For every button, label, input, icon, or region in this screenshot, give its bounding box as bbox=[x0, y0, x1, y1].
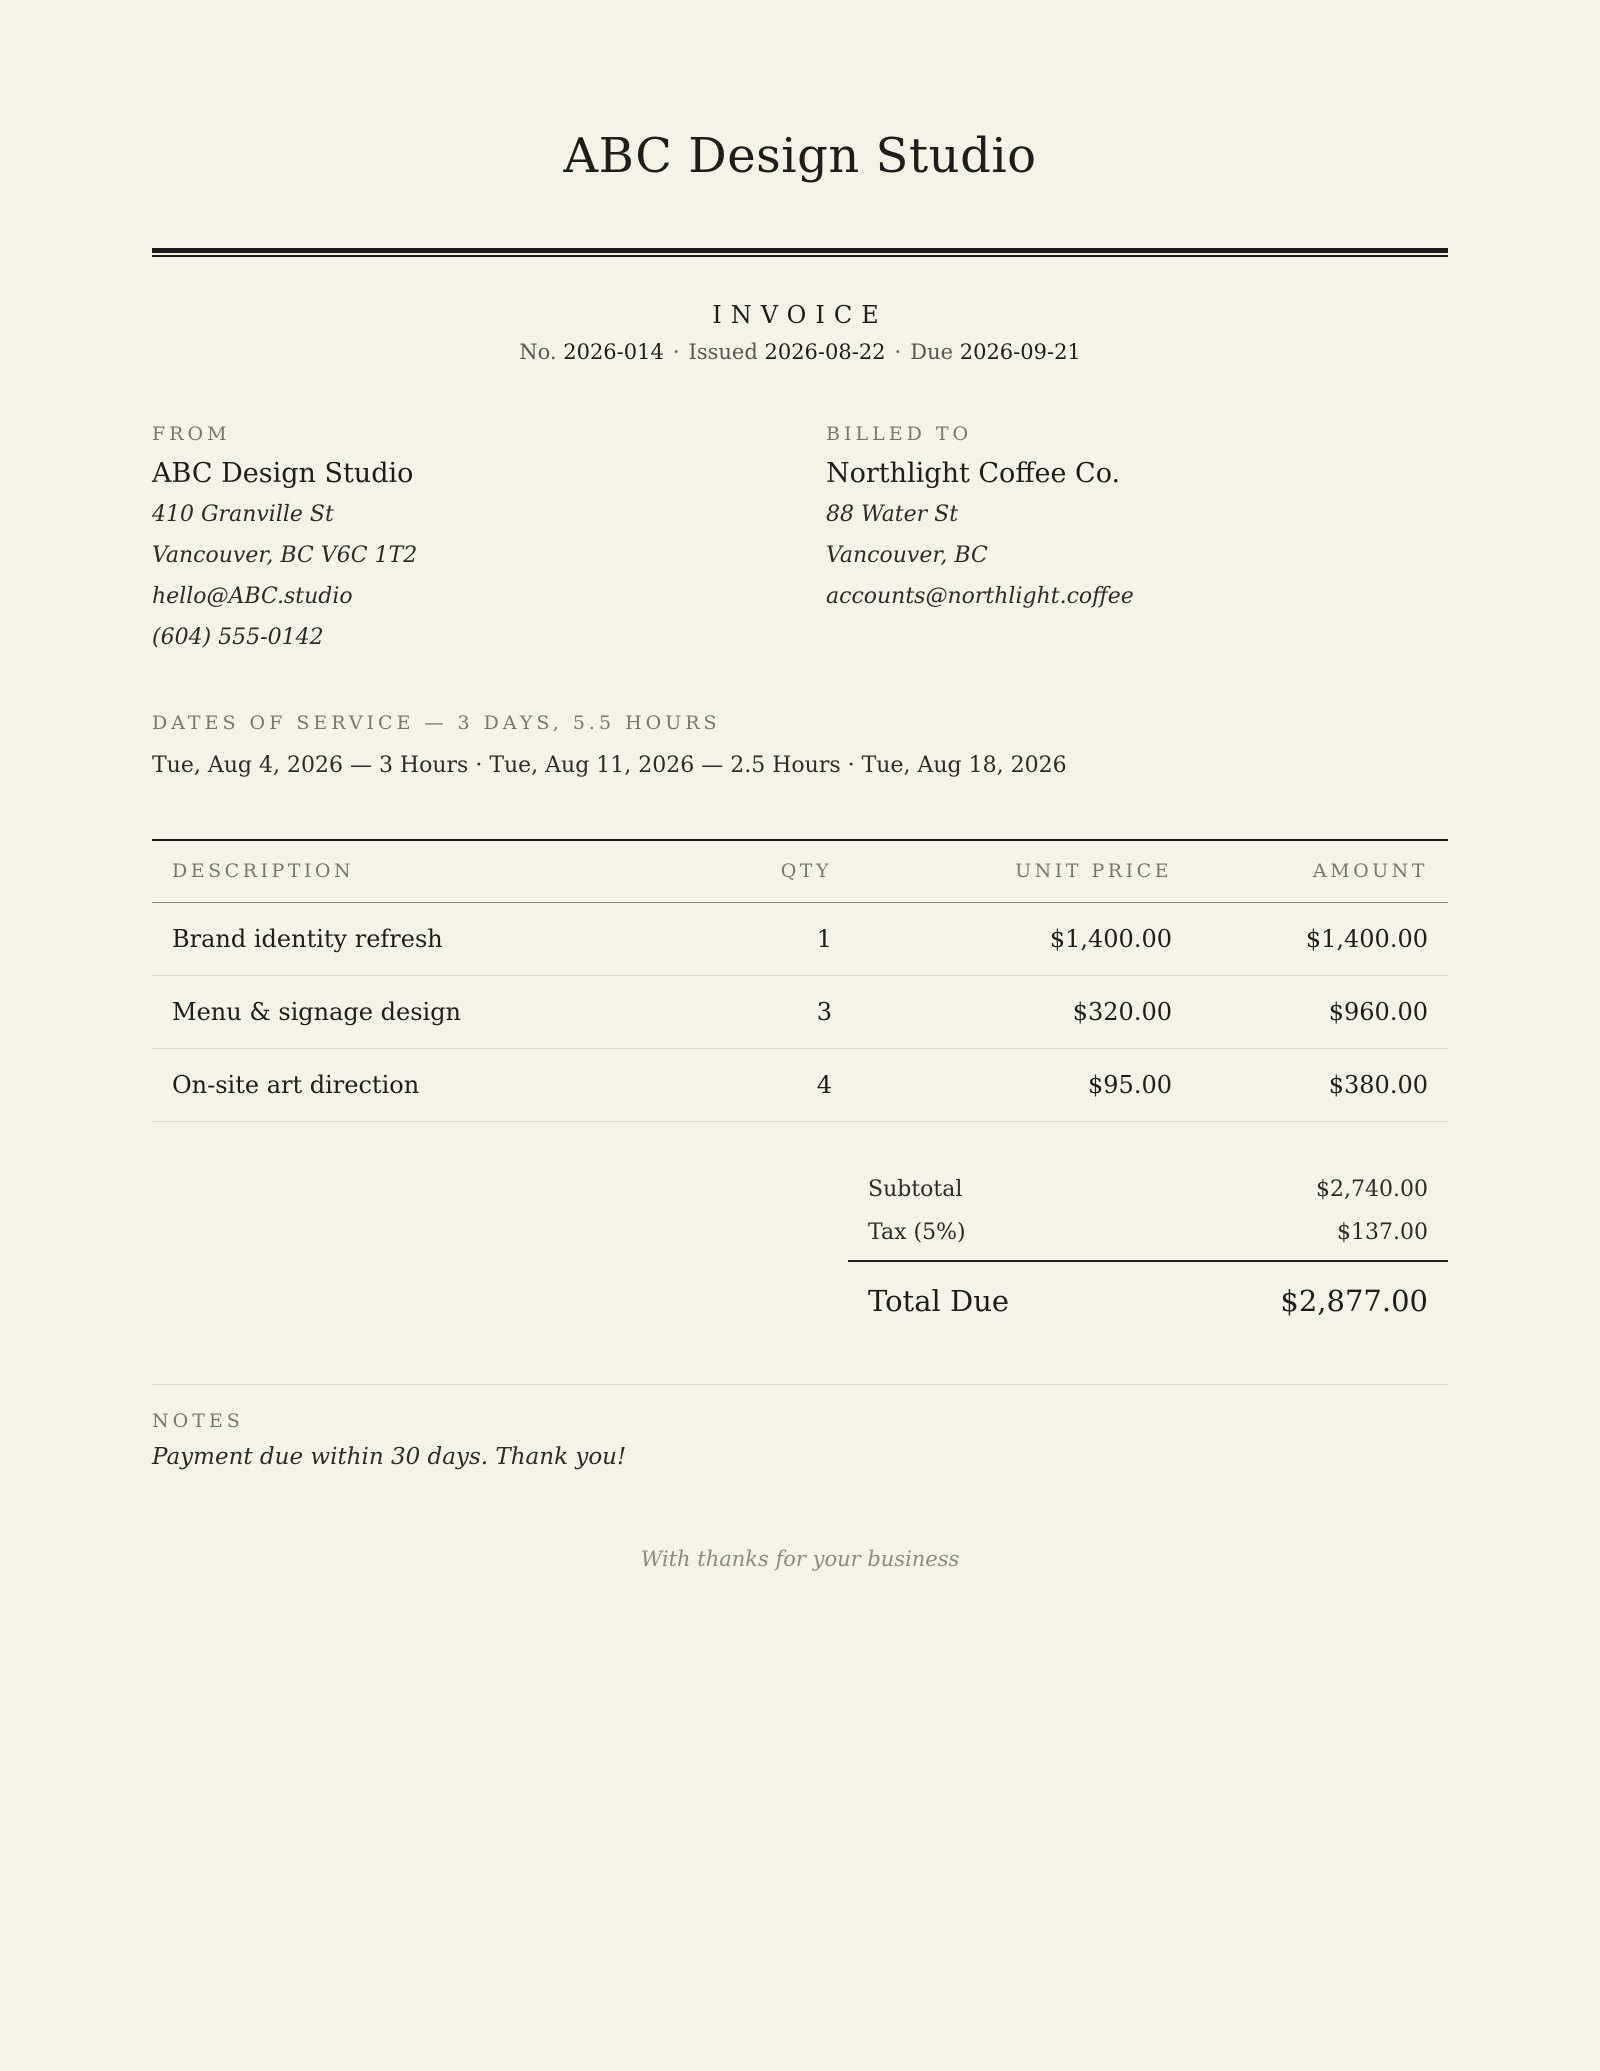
service-dates-label: DATES OF SERVICE — 3 DAYS, 5.5 HOURS bbox=[152, 712, 721, 734]
notes-text: Payment due within 30 days. Thank you! bbox=[152, 1443, 627, 1470]
from-block bbox=[152, 422, 826, 658]
table-header-row bbox=[152, 840, 1448, 902]
subtotal-row bbox=[848, 1164, 1448, 1216]
row-description: Menu & signage design bbox=[152, 975, 712, 1048]
billed-to-block bbox=[826, 422, 1448, 658]
line-items-table bbox=[152, 839, 1448, 1122]
from-city-line: Vancouver, BC V6C 1T2 bbox=[152, 543, 418, 568]
from-phone: (604) 555-0142 bbox=[152, 625, 324, 650]
row-description: On-site art direction bbox=[152, 1048, 712, 1121]
due-label: Due bbox=[910, 340, 954, 364]
row-amount: $1,400.00 bbox=[1192, 902, 1448, 975]
subtotal-value: $2,740.00 bbox=[1316, 1177, 1428, 1202]
studio-title: ABC Design Studio bbox=[563, 128, 1037, 184]
service-dates-section bbox=[152, 711, 1448, 781]
service-dates-text: Tue, Aug 4, 2026 — 3 Hours · Tue, Aug 11, 2026 — 2.5 Hours · Tue, Aug 18, 2026 bbox=[152, 753, 1067, 778]
invoice-page bbox=[152, 0, 1448, 1571]
issued-label: Issued bbox=[688, 340, 758, 364]
due-date: 2026-09-21 bbox=[959, 340, 1081, 364]
total-due-label: Total Due bbox=[868, 1283, 1010, 1318]
billed-to-address-line: 88 Water St bbox=[826, 502, 959, 527]
header-unit-price: UNIT PRICE bbox=[852, 840, 1192, 902]
meta-separator: · bbox=[894, 340, 902, 364]
table-row bbox=[152, 975, 1448, 1048]
subtotal-label: Subtotal bbox=[868, 1177, 963, 1202]
invoice-word: INVOICE bbox=[712, 301, 888, 329]
row-amount: $380.00 bbox=[1192, 1048, 1448, 1121]
totals-block bbox=[848, 1164, 1448, 1340]
notes-section bbox=[152, 1384, 1448, 1473]
header-double-rule bbox=[152, 248, 1448, 257]
invoice-no: 2026-014 bbox=[563, 340, 664, 364]
row-unit-price: $320.00 bbox=[852, 975, 1192, 1048]
row-unit-price: $95.00 bbox=[852, 1048, 1192, 1121]
row-qty: 4 bbox=[712, 1048, 852, 1121]
from-label: FROM bbox=[152, 423, 231, 445]
row-description: Brand identity refresh bbox=[152, 902, 712, 975]
total-due-value: $2,877.00 bbox=[1280, 1283, 1428, 1318]
header-description: DESCRIPTION bbox=[152, 840, 712, 902]
meta-separator: · bbox=[672, 340, 680, 364]
table-row bbox=[152, 902, 1448, 975]
from-email[interactable]: hello@ABC.studio bbox=[152, 584, 353, 609]
billed-to-label: BILLED TO bbox=[826, 423, 973, 445]
header-qty: QTY bbox=[712, 840, 852, 902]
notes-label: NOTES bbox=[152, 1409, 244, 1432]
tax-label: Tax (5%) bbox=[868, 1219, 966, 1245]
billed-to-email[interactable]: accounts@northlight.coffee bbox=[826, 584, 1134, 609]
row-qty: 3 bbox=[712, 975, 852, 1048]
row-unit-price: $1,400.00 bbox=[852, 902, 1192, 975]
billed-to-city-line: Vancouver, BC bbox=[826, 543, 988, 568]
invoice-heading bbox=[152, 301, 1448, 365]
from-name: ABC Design Studio bbox=[152, 458, 414, 489]
row-amount: $960.00 bbox=[1192, 975, 1448, 1048]
billed-to-name: Northlight Coffee Co. bbox=[826, 458, 1121, 489]
from-address-line: 410 Granville St bbox=[152, 502, 334, 527]
invoice-no-label: No. bbox=[519, 340, 557, 364]
tax-value: $137.00 bbox=[1337, 1219, 1428, 1245]
tax-row bbox=[848, 1216, 1448, 1258]
row-qty: 1 bbox=[712, 902, 852, 975]
footer-thanks: With thanks for your business bbox=[640, 1546, 960, 1571]
table-row bbox=[152, 1048, 1448, 1121]
issued-date: 2026-08-22 bbox=[764, 340, 886, 364]
header-amount: AMOUNT bbox=[1192, 840, 1448, 902]
total-due-row bbox=[848, 1260, 1448, 1340]
parties-section bbox=[152, 422, 1448, 658]
invoice-meta bbox=[152, 339, 1448, 365]
